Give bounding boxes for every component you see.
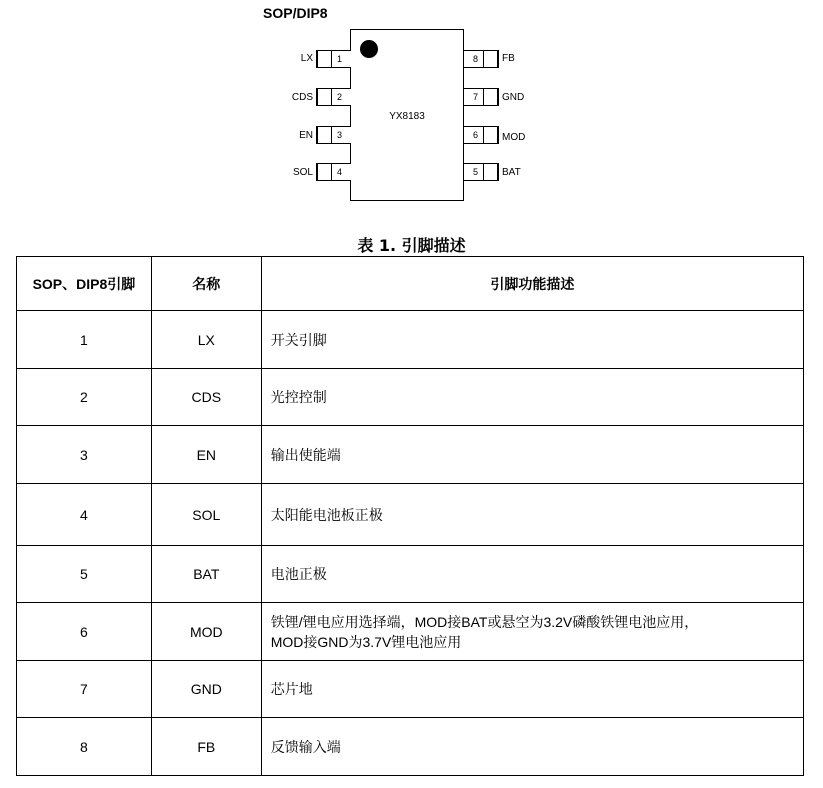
desc-line-1: 铁锂/锂电应用选择端，MOD接BAT或悬空为3.2V磷酸铁锂电池应用， (270, 613, 699, 630)
pin-name-mod: MOD (502, 132, 526, 143)
pin-lead (317, 126, 332, 144)
cell-pin: 2 (17, 369, 152, 426)
pin-lead (483, 126, 498, 144)
cell-desc: 反馈输入端 (261, 718, 803, 776)
cell-pin: 3 (17, 426, 152, 484)
cell-pin: 7 (17, 661, 152, 718)
cell-name: LX (151, 311, 261, 369)
cell-desc: 太阳能电池板正极 (261, 484, 803, 546)
pin-lead (317, 88, 332, 106)
cell-desc: 开关引脚 (261, 311, 803, 369)
cell-pin: 8 (17, 718, 152, 776)
left-pin-3 (316, 126, 351, 144)
package-label: SOP/DIP8 (263, 5, 328, 21)
table-row (17, 311, 804, 369)
cell-pin: 1 (17, 311, 152, 369)
cell-pin: 6 (17, 603, 152, 661)
pin-number: 2 (337, 92, 343, 102)
table-row (17, 484, 804, 546)
pin-number: 4 (337, 167, 343, 177)
cell-name: GND (151, 661, 261, 718)
table-row (17, 546, 804, 603)
table-row (17, 603, 804, 661)
left-pin-1 (316, 50, 351, 68)
cell-name: SOL (151, 484, 261, 546)
pin-number: 8 (473, 54, 479, 64)
header-function: 引脚功能描述 (261, 257, 803, 311)
pin-lead (483, 88, 498, 106)
cell-pin: 4 (17, 484, 152, 546)
table-header-row (17, 257, 804, 311)
pin-lead (483, 50, 498, 68)
chip-name: YX8183 (389, 111, 425, 122)
right-pin-5 (464, 163, 499, 181)
pin-name-gnd: GND (502, 92, 525, 103)
ic-body (350, 29, 464, 201)
cell-name: EN (151, 426, 261, 484)
cell-desc: 芯片地 (261, 661, 803, 718)
pin-number: 7 (473, 92, 479, 102)
table-row (17, 718, 804, 776)
pin-lead (317, 163, 332, 181)
left-pin-2 (316, 88, 351, 106)
pin-description-table (16, 256, 804, 776)
pin-number: 3 (337, 130, 343, 140)
cell-name: MOD (151, 603, 261, 661)
cell-pin: 5 (17, 546, 152, 603)
right-pin-6 (464, 126, 499, 144)
pin1-marker-dot (360, 40, 378, 58)
cell-desc (261, 603, 803, 661)
pin-lead (317, 50, 332, 68)
pin-name-en: EN (299, 130, 313, 141)
header-pin: SOP、DIP8引脚 (17, 257, 152, 311)
right-pin-7 (464, 88, 499, 106)
cell-desc: 光控控制 (261, 369, 803, 426)
cell-name: BAT (151, 546, 261, 603)
pin-name-bat: BAT (502, 167, 521, 178)
cell-name: CDS (151, 369, 261, 426)
table-row (17, 661, 804, 718)
desc-line-2: MOD接GND为3.7V锂电池应用 (270, 633, 462, 650)
table-row (17, 369, 804, 426)
pin-name-fb: FB (502, 53, 515, 64)
pin-name-lx: LX (300, 53, 313, 64)
header-name: 名称 (151, 257, 261, 311)
pin-number: 1 (337, 54, 343, 64)
pin-name-sol: SOL (292, 167, 313, 178)
left-pin-4 (316, 163, 351, 181)
table-caption: 表 1. 引脚描述 (357, 236, 466, 255)
cell-desc: 输出使能端 (261, 426, 803, 484)
right-pin-8 (464, 50, 499, 68)
pin-lead (483, 163, 498, 181)
table-row (17, 426, 804, 484)
cell-desc: 电池正极 (261, 546, 803, 603)
pin-number: 6 (473, 130, 479, 140)
cell-name: FB (151, 718, 261, 776)
pin-name-cds: CDS (291, 92, 313, 103)
pin-number: 5 (473, 167, 479, 177)
